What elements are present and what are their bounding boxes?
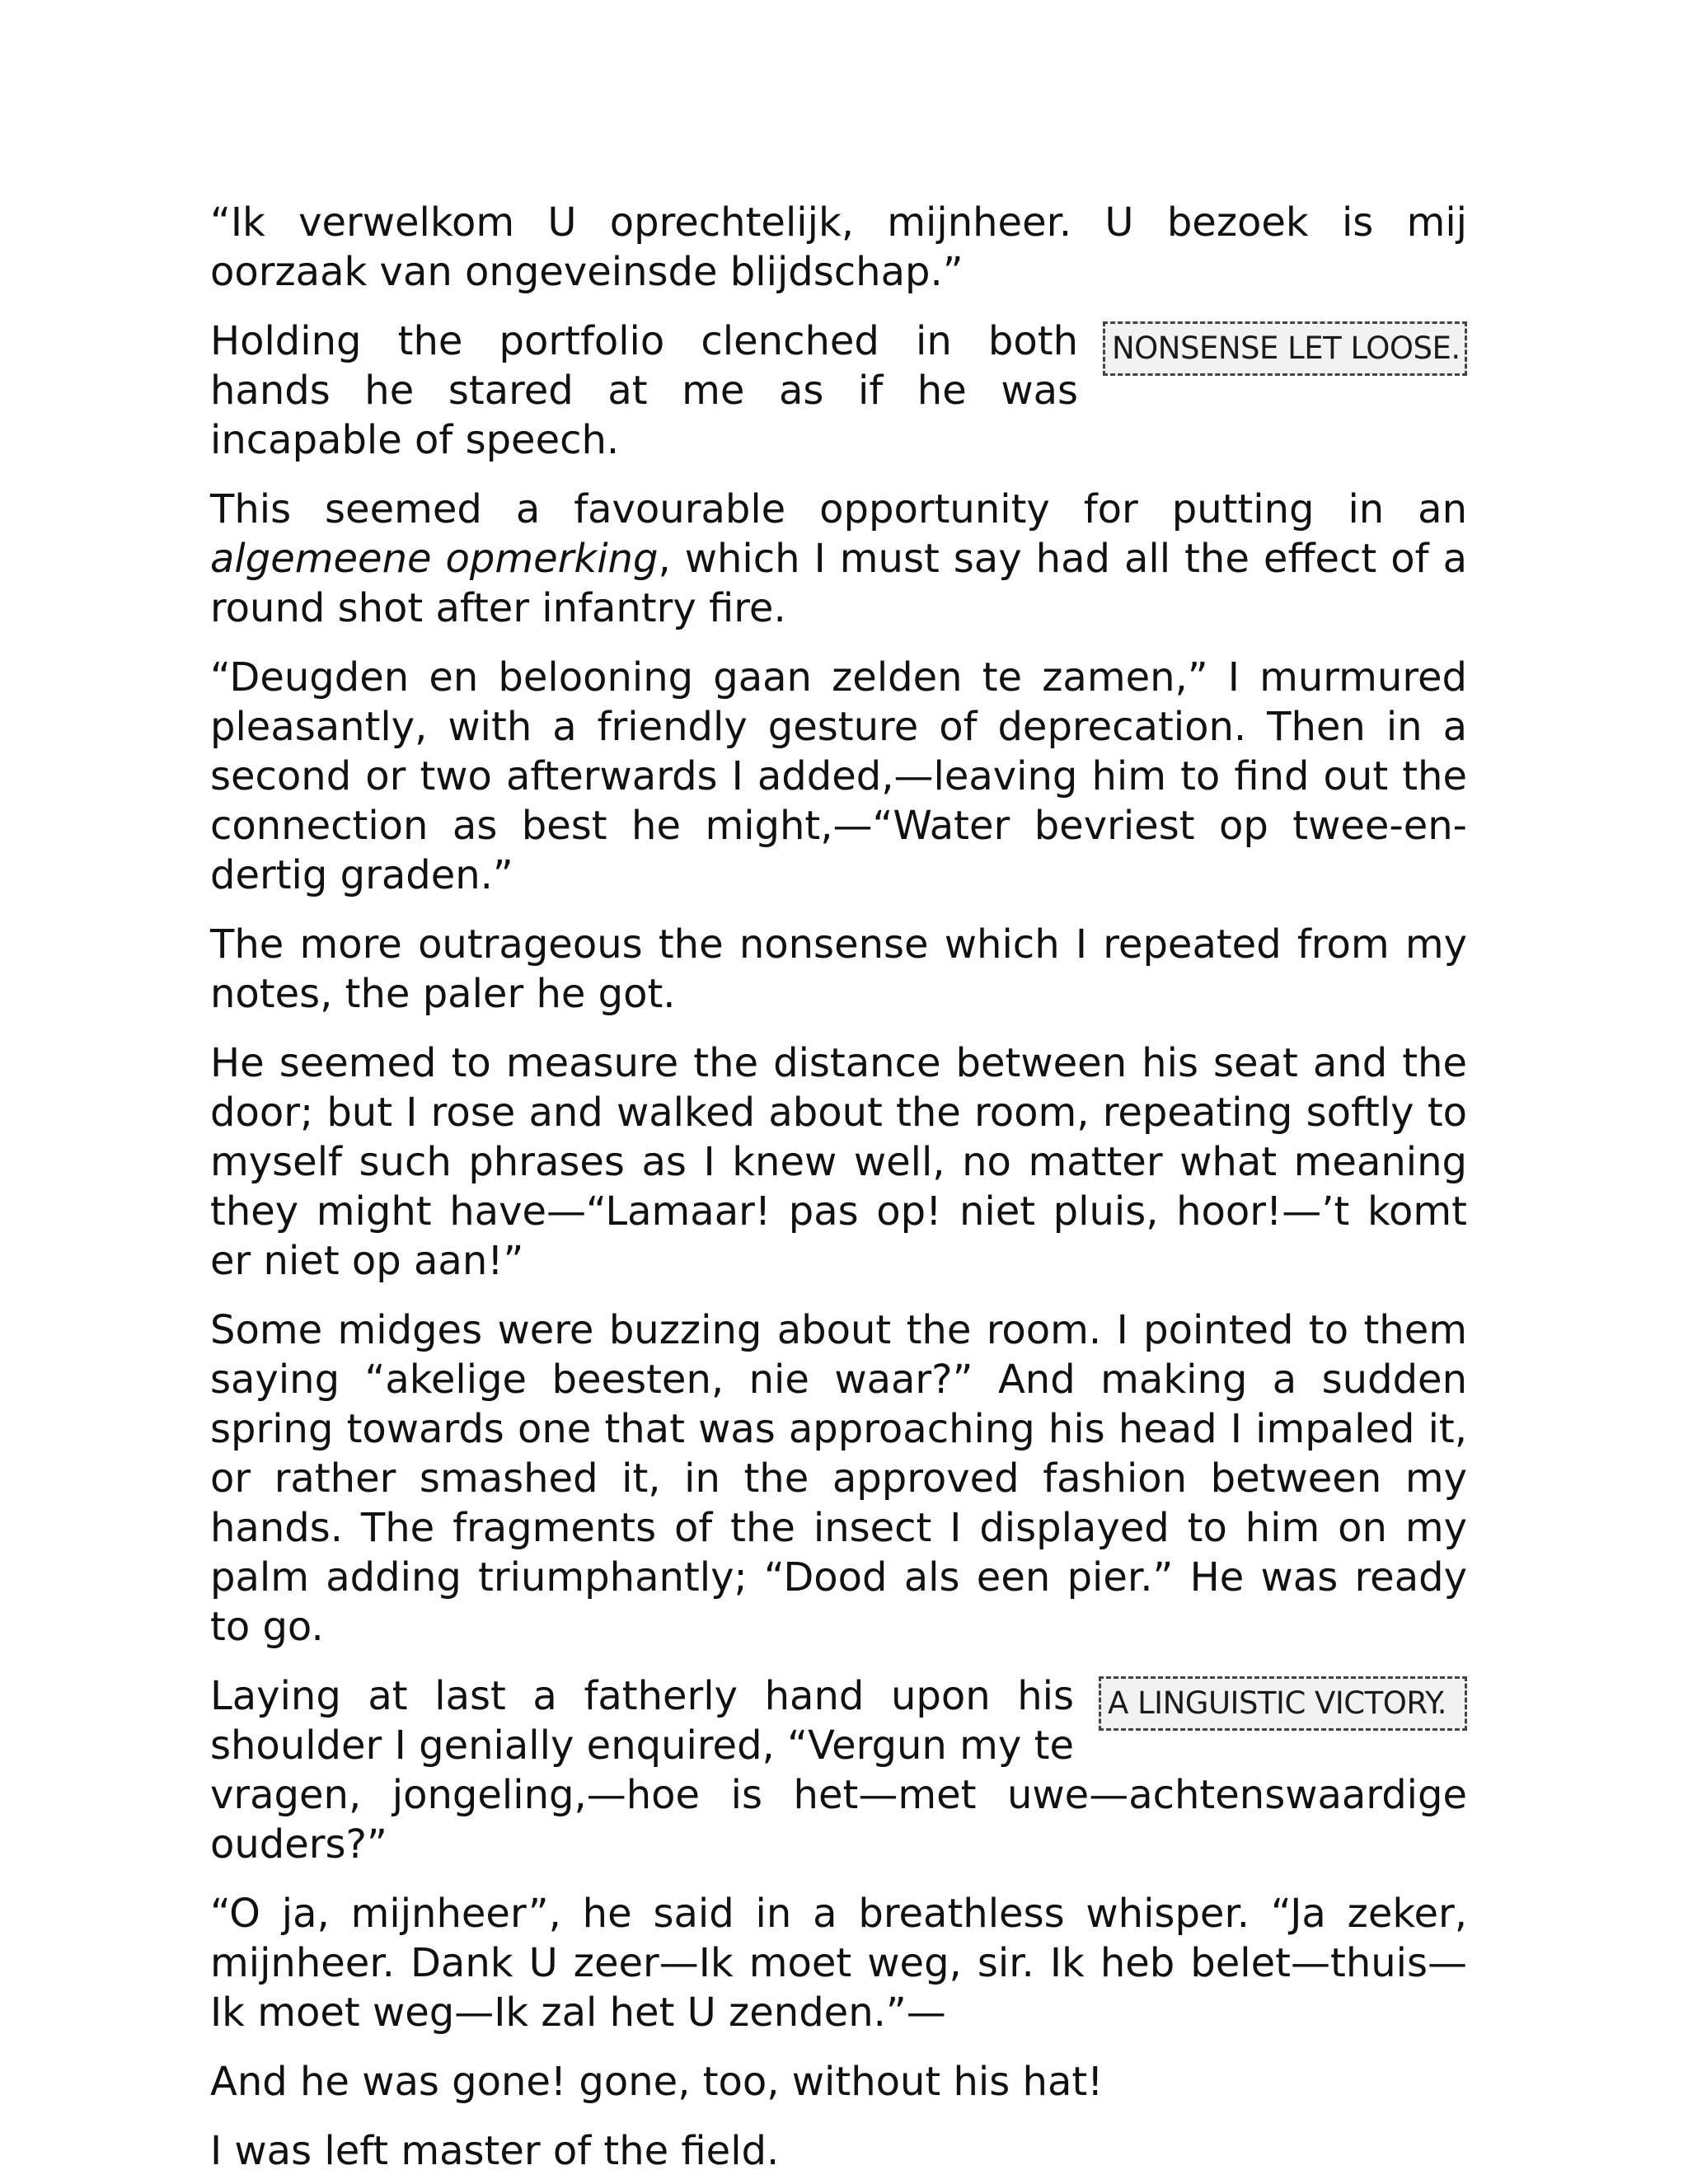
- paragraph-o-ja: “O ja, mijnheer”, he said in a breathless whisper. “Ja zeker, mijnheer. Dank U zeer—Ik moet weg, sir. Ik heb belet—thuis—Ik moet weg—Ik zal het U zenden.”—: [210, 1891, 1467, 2036]
- paragraph-fatherly-hand: [210, 1671, 1467, 1869]
- paragraph-outrageous: The more outrageous the nonsense which I repeated from my notes, the paler he got.: [210, 921, 1467, 1017]
- paragraph-opportunity: [210, 485, 1467, 633]
- paragraph-midges: Some midges were buzzing about the room. I pointed to them saying “akelige beesten, nie waar?” And making a sudden spring towards one that was approaching his head I impaled it, or rather smashed it, in the approved fashion between my hands. The fragments of the insect I displayed to him on my palm adding triumphantly; “Dood als een pier.” He was ready to go.: [210, 1307, 1467, 1650]
- paragraph-portfolio-text: Holding the portfolio clenched in both hands he stared at me as if he was incapable of speech.: [210, 318, 1078, 463]
- paragraph-opportunity-end: , which I must say had all the effect of a round shot after infantry fire.: [210, 536, 1467, 631]
- paragraph-opportunity-start: This seemed a favourable opportunity for putting in an: [210, 486, 1467, 532]
- paragraph-deugden: “Deugden en belooning gaan zelden te zamen,” I murmured pleasantly, with a friendly gesture of deprecation. Then in a second or two afterwards I added,—leaving him to find out the connection as best he might,—“Water bevriest op twee-en-dertig graden.”: [210, 654, 1467, 898]
- document-page: [210, 198, 1467, 2176]
- sidenote-linguistic-victory: A LINGUISTIC VICTORY.: [1099, 1676, 1467, 1731]
- paragraph-master-of-field: I was left master of the field.: [210, 2128, 780, 2174]
- paragraph-portfolio: [210, 316, 1467, 465]
- paragraph-gone: And he was gone! gone, too, without his hat!: [210, 2059, 1104, 2105]
- italic-phrase: algemeene opmerking: [210, 536, 659, 582]
- sidenote-nonsense-let-loose: NONSENSE LET LOOSE.: [1103, 321, 1467, 376]
- paragraph-greeting: “Ik verwelkom U oprechtelijk, mijnheer. U bezoek is mij oorzaak van ongeveinsde blijdschap.”: [210, 199, 1467, 295]
- paragraph-fatherly-hand-text: Laying at last a fatherly hand upon his shoulder I genially enquired, “Vergun my te vragen, jongeling,—hoe is het—met uwe—achtenswaardige ouders?”: [210, 1673, 1467, 1868]
- paragraph-measure-distance: He seemed to measure the distance between his seat and the door; but I rose and walked about the room, repeating softly to myself such phrases as I knew well, no matter what meaning they might have—“Lamaar! pas op! niet pluis, hoor!—’t komt er niet op aan!”: [210, 1040, 1467, 1284]
